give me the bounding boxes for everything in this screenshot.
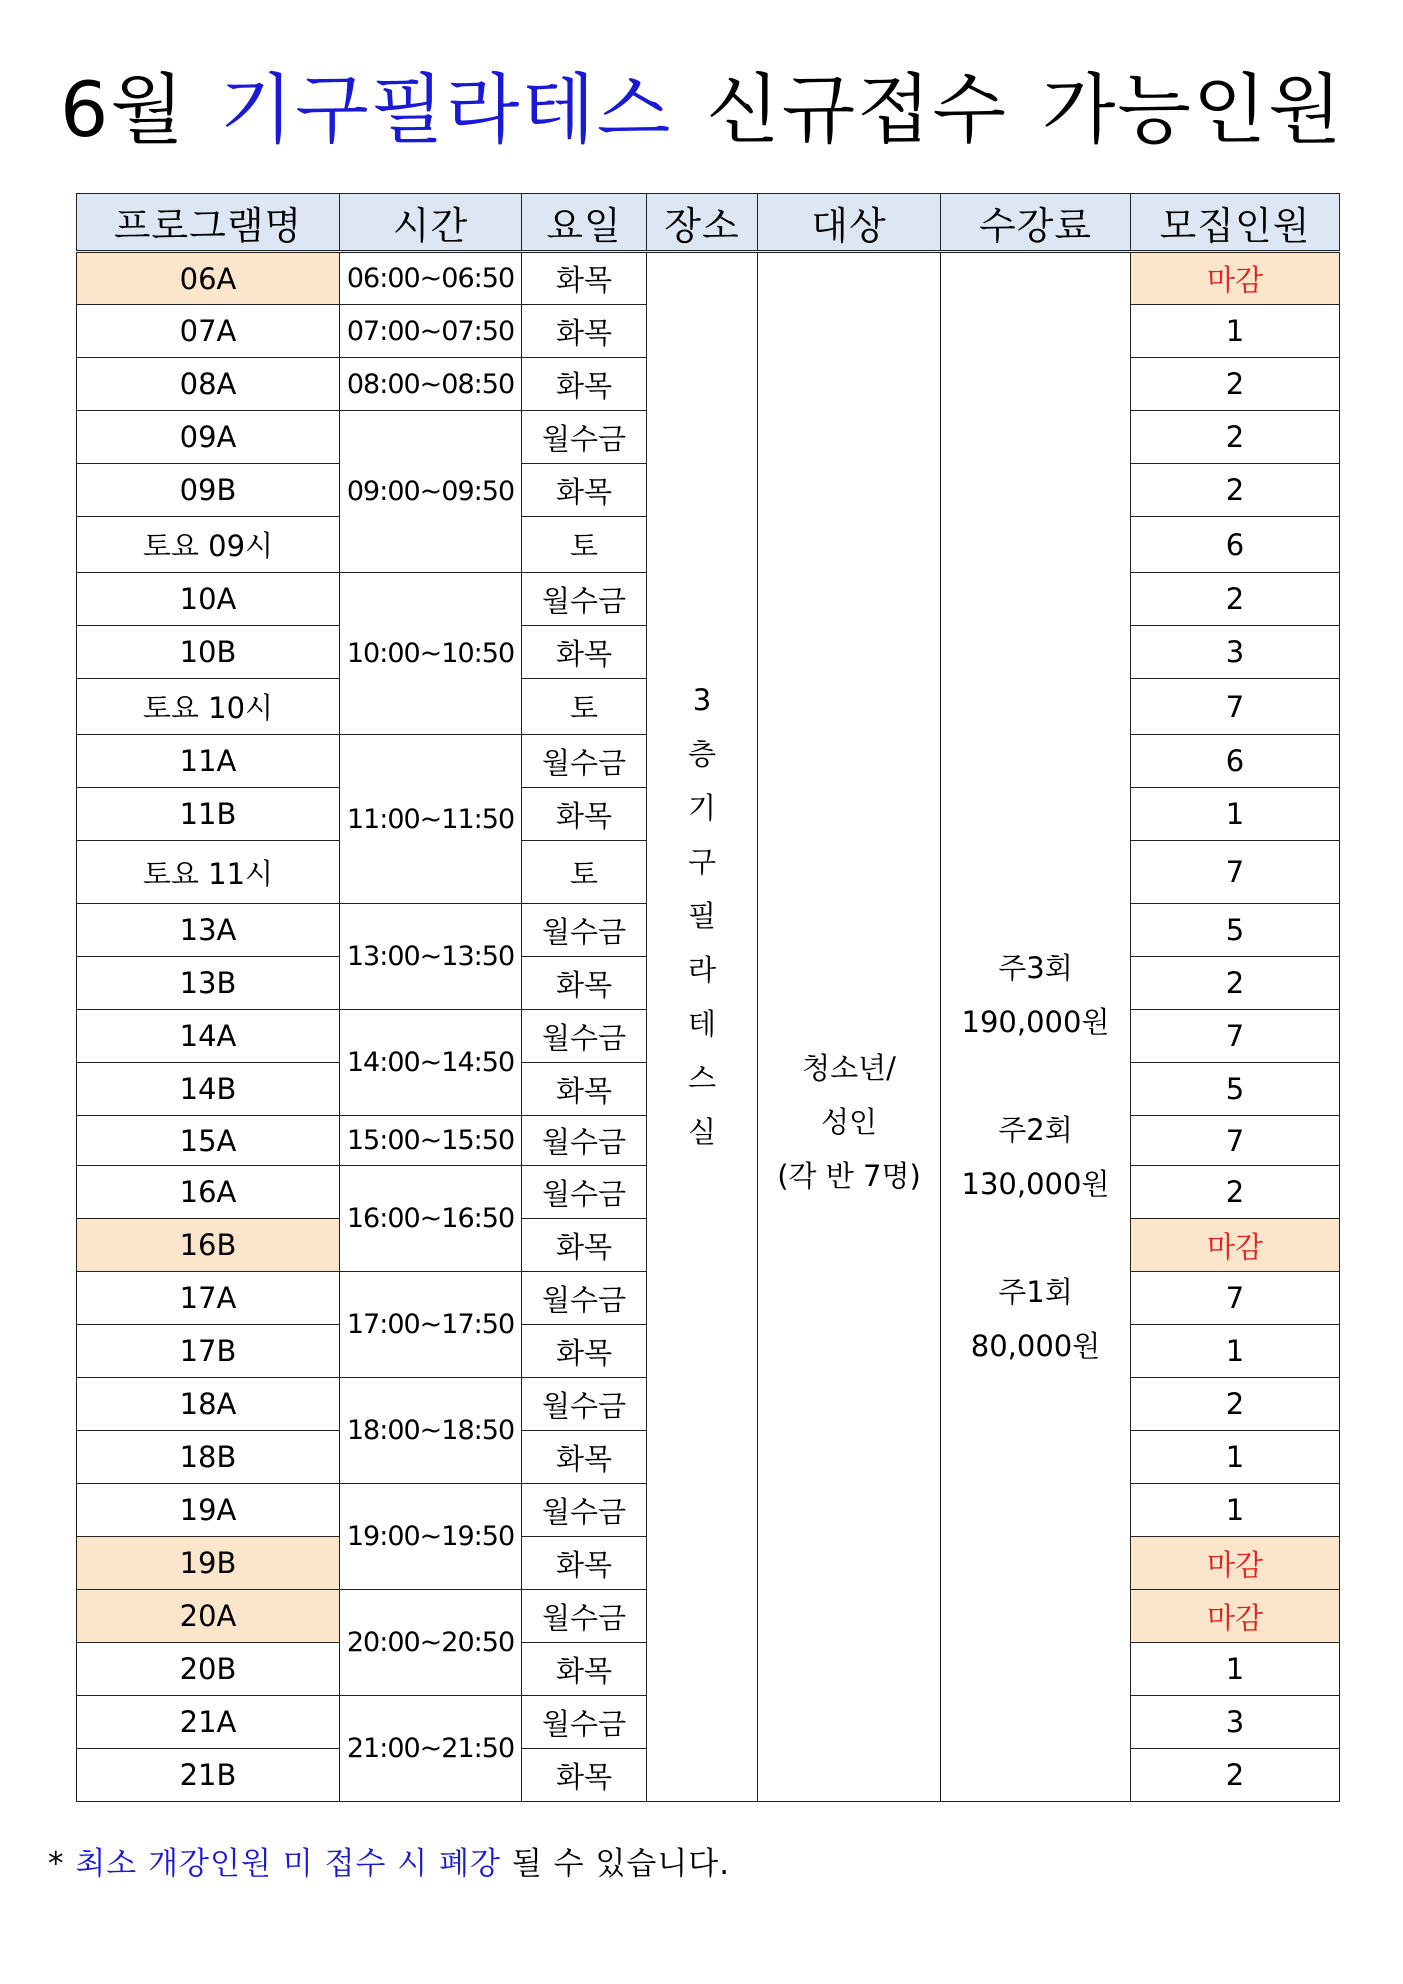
fee-price: 80,000원 xyxy=(970,1329,1101,1363)
count-cell: 7 xyxy=(1131,1116,1340,1166)
time-cell: 08:00~08:50 xyxy=(340,358,522,411)
program-cell: 토요 10시 xyxy=(77,679,340,735)
footnote-bullet: * xyxy=(48,1846,65,1882)
days-cell: 화목 xyxy=(522,1431,647,1484)
program-cell: 13A xyxy=(77,904,340,957)
days-cell: 토 xyxy=(522,517,647,573)
count-cell: 5 xyxy=(1131,904,1340,957)
days-cell: 화목 xyxy=(522,358,647,411)
closed-badge: 마감 xyxy=(1131,1590,1340,1643)
program-cell: 20B xyxy=(77,1643,340,1696)
time-cell: 21:00~21:50 xyxy=(340,1696,522,1802)
time-cell: 15:00~15:50 xyxy=(340,1116,522,1166)
title-program: 기구필라테스 xyxy=(219,65,673,154)
time-cell: 19:00~19:50 xyxy=(340,1484,522,1590)
location-text: 3층기구필라테스실 xyxy=(687,683,716,1149)
closed-badge: 마감 xyxy=(1131,252,1340,305)
fee-frequency: 주3회 xyxy=(998,951,1073,985)
program-cell: 06A xyxy=(77,252,340,305)
program-cell: 09A xyxy=(77,411,340,464)
program-cell: 21B xyxy=(77,1749,340,1802)
program-cell: 07A xyxy=(77,305,340,358)
count-cell: 7 xyxy=(1131,1272,1340,1325)
time-cell: 09:00~09:50 xyxy=(340,411,522,573)
days-cell: 월수금 xyxy=(522,1378,647,1431)
header-fee: 수강료 xyxy=(941,194,1131,252)
days-cell: 토 xyxy=(522,679,647,735)
header-count: 모집인원 xyxy=(1131,194,1340,252)
program-cell: 09B xyxy=(77,464,340,517)
days-cell: 월수금 xyxy=(522,573,647,626)
days-cell: 월수금 xyxy=(522,1166,647,1219)
days-cell: 화목 xyxy=(522,1643,647,1696)
count-cell: 1 xyxy=(1131,788,1340,841)
days-cell: 월수금 xyxy=(522,1590,647,1643)
days-cell: 월수금 xyxy=(522,411,647,464)
count-cell: 2 xyxy=(1131,1378,1340,1431)
time-cell: 14:00~14:50 xyxy=(340,1010,522,1116)
program-cell: 15A xyxy=(77,1116,340,1166)
program-cell: 10B xyxy=(77,626,340,679)
fee-cell xyxy=(941,252,1131,1802)
count-cell: 2 xyxy=(1131,464,1340,517)
days-cell: 화목 xyxy=(522,464,647,517)
days-cell: 화목 xyxy=(522,957,647,1010)
days-cell: 화목 xyxy=(522,1537,647,1590)
time-cell: 06:00~06:50 xyxy=(340,252,522,305)
closed-badge: 마감 xyxy=(1131,1537,1340,1590)
count-cell: 6 xyxy=(1131,735,1340,788)
header-target: 대상 xyxy=(758,194,941,252)
header-days: 요일 xyxy=(522,194,647,252)
count-cell: 2 xyxy=(1131,1749,1340,1802)
count-cell: 1 xyxy=(1131,1431,1340,1484)
count-cell: 7 xyxy=(1131,1010,1340,1063)
program-cell: 14B xyxy=(77,1063,340,1116)
count-cell: 3 xyxy=(1131,626,1340,679)
fee-price: 190,000원 xyxy=(961,1005,1110,1039)
program-cell: 18A xyxy=(77,1378,340,1431)
time-cell: 20:00~20:50 xyxy=(340,1590,522,1696)
program-cell: 11A xyxy=(77,735,340,788)
target-line: 청소년/ xyxy=(802,1051,896,1085)
time-cell: 13:00~13:50 xyxy=(340,904,522,1010)
days-cell: 월수금 xyxy=(522,735,647,788)
footnote-highlight: 최소 개강인원 미 접수 시 폐강 xyxy=(75,1846,501,1882)
days-cell: 월수금 xyxy=(522,1010,647,1063)
program-cell: 20A xyxy=(77,1590,340,1643)
count-cell: 7 xyxy=(1131,841,1340,904)
days-cell: 화목 xyxy=(522,1749,647,1802)
program-cell: 18B xyxy=(77,1431,340,1484)
program-cell: 13B xyxy=(77,957,340,1010)
count-cell: 2 xyxy=(1131,411,1340,464)
table-body xyxy=(77,252,1340,1802)
target-line: 성인 xyxy=(820,1105,878,1139)
count-cell: 2 xyxy=(1131,358,1340,411)
count-cell: 1 xyxy=(1131,305,1340,358)
time-cell: 17:00~17:50 xyxy=(340,1272,522,1378)
header-time: 시간 xyxy=(340,194,522,252)
count-cell: 6 xyxy=(1131,517,1340,573)
program-cell: 19A xyxy=(77,1484,340,1537)
count-cell: 2 xyxy=(1131,1166,1340,1219)
count-cell: 3 xyxy=(1131,1696,1340,1749)
time-cell: 18:00~18:50 xyxy=(340,1378,522,1484)
days-cell: 화목 xyxy=(522,626,647,679)
header-program: 프로그램명 xyxy=(77,194,340,252)
closed-badge: 마감 xyxy=(1131,1219,1340,1272)
count-cell: 2 xyxy=(1131,957,1340,1010)
program-cell: 08A xyxy=(77,358,340,411)
count-cell: 5 xyxy=(1131,1063,1340,1116)
program-cell: 토요 09시 xyxy=(77,517,340,573)
program-cell: 14A xyxy=(77,1010,340,1063)
program-cell: 16B xyxy=(77,1219,340,1272)
program-cell: 토요 11시 xyxy=(77,841,340,904)
program-cell: 21A xyxy=(77,1696,340,1749)
count-cell: 7 xyxy=(1131,679,1340,735)
count-cell: 1 xyxy=(1131,1325,1340,1378)
fee-frequency: 주2회 xyxy=(998,1113,1073,1147)
program-cell: 17A xyxy=(77,1272,340,1325)
days-cell: 월수금 xyxy=(522,904,647,957)
program-cell: 10A xyxy=(77,573,340,626)
time-cell: 10:00~10:50 xyxy=(340,573,522,735)
table-header-row xyxy=(77,194,1340,252)
days-cell: 월수금 xyxy=(522,1272,647,1325)
location-cell xyxy=(647,252,758,1802)
page-title xyxy=(60,60,1360,160)
fee-price: 130,000원 xyxy=(961,1167,1110,1201)
program-cell: 11B xyxy=(77,788,340,841)
count-cell: 1 xyxy=(1131,1484,1340,1537)
time-cell: 16:00~16:50 xyxy=(340,1166,522,1272)
days-cell: 화목 xyxy=(522,788,647,841)
days-cell: 토 xyxy=(522,841,647,904)
days-cell: 화목 xyxy=(522,1219,647,1272)
days-cell: 화목 xyxy=(522,1063,647,1116)
days-cell: 화목 xyxy=(522,305,647,358)
time-cell: 07:00~07:50 xyxy=(340,305,522,358)
program-cell: 19B xyxy=(77,1537,340,1590)
program-cell: 16A xyxy=(77,1166,340,1219)
target-line: (각 반 7명) xyxy=(777,1159,921,1193)
footnote xyxy=(48,1838,730,1883)
count-cell: 1 xyxy=(1131,1643,1340,1696)
table-row xyxy=(77,252,1340,305)
days-cell: 화목 xyxy=(522,252,647,305)
target-cell xyxy=(758,252,941,1802)
days-cell: 월수금 xyxy=(522,1116,647,1166)
days-cell: 월수금 xyxy=(522,1484,647,1537)
footnote-rest: 될 수 있습니다. xyxy=(511,1846,731,1882)
time-cell: 11:00~11:50 xyxy=(340,735,522,904)
days-cell: 월수금 xyxy=(522,1696,647,1749)
schedule-table xyxy=(76,193,1340,1802)
header-location: 장소 xyxy=(647,194,758,252)
title-month: 6월 xyxy=(60,65,186,154)
program-cell: 17B xyxy=(77,1325,340,1378)
title-word-1: 신규접수 xyxy=(706,65,1008,154)
count-cell: 2 xyxy=(1131,573,1340,626)
days-cell: 화목 xyxy=(522,1325,647,1378)
title-word-2: 가능인원 xyxy=(1041,65,1344,154)
fee-frequency: 주1회 xyxy=(998,1275,1073,1309)
